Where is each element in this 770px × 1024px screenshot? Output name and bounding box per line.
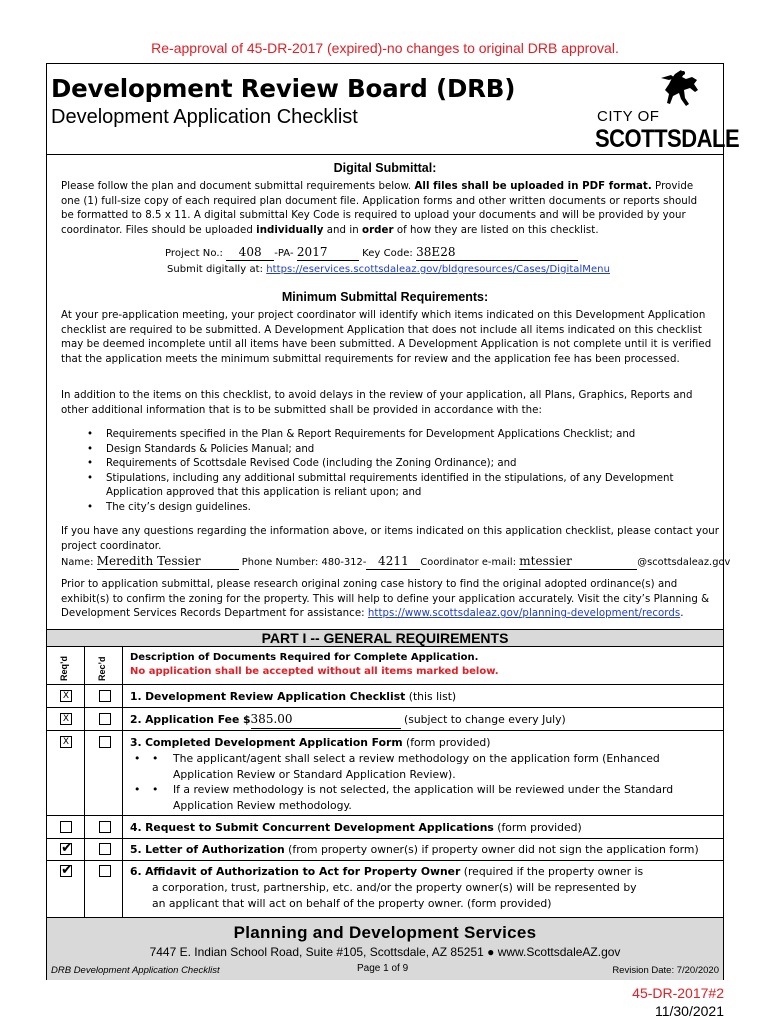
description-header: Description of Documents Required for Complete Application. No application shall be accepted without all items marked below.: [130, 652, 499, 677]
requirements-list: [87, 428, 687, 516]
document-header: [47, 64, 740, 155]
footer-doc-name: DRB Development Application Checklist: [51, 965, 220, 976]
reqd-checkbox-1[interactable]: X: [60, 690, 72, 702]
phone-field[interactable]: 4211: [366, 554, 420, 570]
zoning-research-text: Prior to application submittal, please research original zoning case history to find the original adopted ordinance(s) and exhibit(s) to confirm the zoning for the property. This will help to define your application accurately. Visit the city’s Planning & Development Services Records Department for assistance: https://www.scottsdaleaz.gov/planning-development/records.: [61, 579, 710, 620]
checklist-item-1: 1. Development Review Application Checklist (this list): [130, 690, 457, 703]
minimum-requirements-heading: Minimum Submittal Requirements:: [281, 290, 489, 304]
project-number-line: Project No.: 408 -PA- 2017 Key Code: 38E28: [165, 245, 705, 262]
page-number: Page 1 of 9: [357, 963, 409, 974]
list-item: • • The applicant/agent shall select a review methodology on the application form (Enhanced Application Review or Standard Application Review).: [130, 751, 720, 783]
coordinator-name-field[interactable]: Meredith Tessier: [97, 554, 239, 570]
page-title: Development Review Board (DRB): [51, 74, 516, 103]
list-item: • Design Standards & Policies Manual; and: [87, 443, 687, 458]
recd-checkbox-2[interactable]: [99, 713, 111, 725]
digital-menu-link[interactable]: https://eservices.scottsdaleaz.gov/bldgresources/Cases/DigitalMenu: [266, 264, 610, 275]
list-item: • • If a review methodology is not selected, the application will be reviewed under the Standard Application Review methodology.: [130, 782, 720, 814]
list-item: • Requirements of Scottsdale Revised Code (including the Zoning Ordinance); and: [87, 457, 687, 472]
horse-rider-icon: [647, 68, 717, 110]
submit-digital-line: Submit digitally at: https://eservices.scottsdaleaz.gov/bldgresources/Cases/DigitalMenu: [167, 264, 610, 275]
recd-checkbox-3[interactable]: [99, 736, 111, 748]
footer: [47, 917, 723, 980]
case-stamp-date: 11/30/2021: [654, 1003, 724, 1019]
pa-no-field[interactable]: 2017: [297, 245, 359, 261]
logo-city-of: CITY OF: [597, 108, 660, 125]
revision-date: Revision Date: 7/20/2020: [612, 965, 719, 976]
list-item: • Stipulations, including any additional submittal requirements identified in the stipulations, of any Development Application approved that this application is reliant upon; and: [87, 472, 687, 501]
recd-checkbox-5[interactable]: [99, 843, 111, 855]
reqd-checkbox-5[interactable]: ✔: [61, 840, 73, 856]
page-subtitle: Development Application Checklist: [51, 106, 358, 128]
requirements-table: [47, 647, 723, 917]
records-link[interactable]: https://www.scottsdaleaz.gov/planning-development/records: [367, 608, 681, 620]
digital-submittal-heading: Digital Submittal:: [333, 161, 437, 175]
additional-items-text: In addition to the items on this checklist, to avoid delays in the review of your application, all Plans, Graphics, Reports and other additional information that is to be submitted shall be provided in accordance with the:: [61, 390, 693, 416]
checklist-item-4: 4. Request to Submit Concurrent Development Applications (form provided): [130, 821, 582, 834]
checklist-frame: [46, 63, 740, 980]
case-stamp-id: 45-DR-2017#2: [632, 985, 724, 1001]
reqd-checkbox-2[interactable]: X: [60, 713, 72, 725]
application-fee-field[interactable]: 385.00: [251, 712, 401, 729]
checklist-item-2: 2. Application Fee $385.00 (subject to change every July): [130, 712, 566, 729]
list-item: • The city’s design guidelines.: [87, 501, 687, 516]
key-code-field[interactable]: 38E28: [416, 245, 578, 261]
recd-checkbox-6[interactable]: [99, 865, 111, 877]
reqd-column-header: Req’d: [59, 655, 69, 681]
recd-checkbox-1[interactable]: [99, 690, 111, 702]
logo-scottsdale: SCOTTSDALE: [595, 124, 740, 153]
project-no-field[interactable]: 408: [226, 245, 274, 261]
coordinator-line: Name: Meredith Tessier Phone Number: 480-312- 4211 Coordinator e-mail: mtessier @scottsdaleaz.gov: [61, 554, 731, 568]
part-one-heading: PART I -- GENERAL REQUIREMENTS: [47, 629, 723, 647]
digital-submittal-text: Please follow the plan and document submittal requirements below. All files shall be uploaded in PDF format. Provide one (1) full-size copy of each required plan document file. Application forms and other written documents or reports should be formatted to 8.5 x 11. A digital submittal Key Code is required to upload your documents and will be provided by your coordinator. Files should be uploaded individually and in order of how they are listed on this checklist.: [61, 181, 698, 236]
questions-text: If you have any questions regarding the information above, or items indicated on this application checklist, please contact your project coordinator.: [61, 526, 720, 552]
reqd-checkbox-6[interactable]: ✔: [61, 862, 73, 878]
list-item: • Requirements specified in the Plan & Report Requirements for Development Applications Checklist; and: [87, 428, 687, 443]
checklist-item-5: 5. Letter of Authorization (from property owner(s) if property owner did not sign the application form): [130, 843, 699, 856]
department-name: Planning and Development Services: [233, 923, 537, 942]
checklist-item-6: 6. Affidavit of Authorization to Act for Property Owner (required if the property owner is a corporation, trust, partnership, etc. and/or the property owner(s) will be represented by an applicant that will act on behalf of the property owner. (form provided): [130, 865, 644, 910]
reqd-checkbox-4[interactable]: [60, 821, 72, 833]
minimum-requirements-text: At your pre-application meeting, your project coordinator will identify which items indicated on this Development Application checklist are required to be submitted. A Development Application that does not include all items indicated on this checklist may be deemed incomplete until all items have been submitted. A Development Application is not complete until it is verified that the application meets the minimum submittal requirements for review and the application fee has been processed.: [61, 310, 712, 365]
checklist-item-3: 3. Completed Development Application Form (form provided) • • The applicant/agent shall select a review methodology on the application form (Enhanced Application Review or Standard Application Review). • • If a review methodology is not selected, the application will be reviewed under the Standard Application Review methodology.: [130, 735, 720, 814]
city-logo: [595, 68, 740, 153]
reapproval-note: Re-approval of 45-DR-2017 (expired)-no changes to original DRB approval.: [151, 40, 619, 56]
recd-checkbox-4[interactable]: [99, 821, 111, 833]
reqd-checkbox-3[interactable]: X: [60, 736, 72, 748]
department-address: 7447 E. Indian School Road, Suite #105, Scottsdale, AZ 85251 ● www.ScottsdaleAZ.gov: [149, 945, 621, 959]
recd-column-header: Rec’d: [97, 656, 107, 681]
email-field[interactable]: mtessier: [519, 554, 637, 570]
